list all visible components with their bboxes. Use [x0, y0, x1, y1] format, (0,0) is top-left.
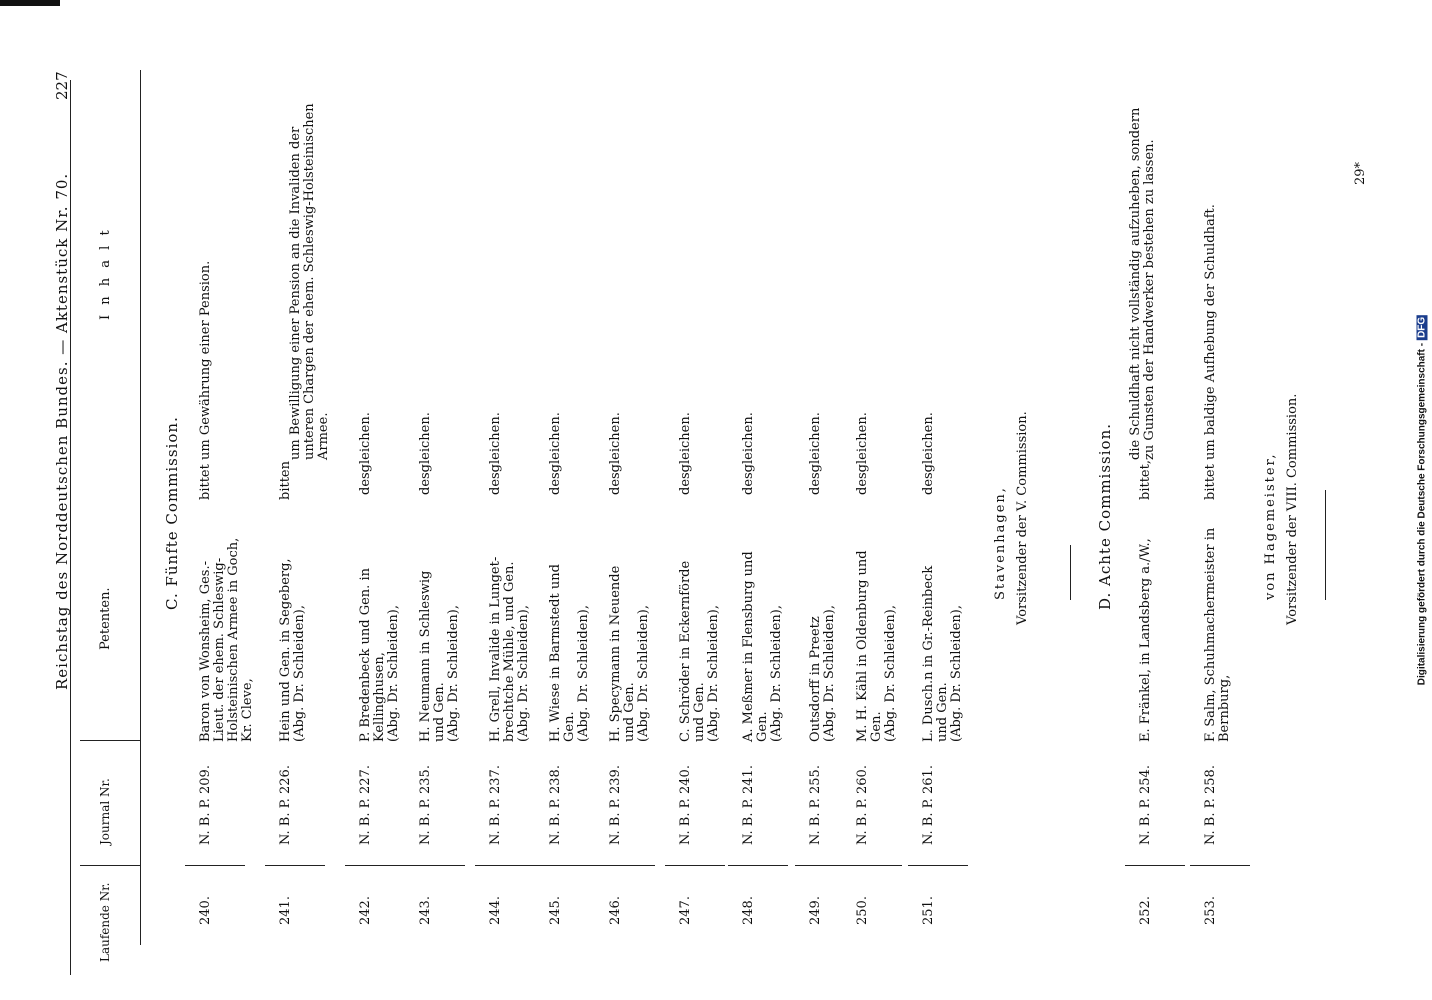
- petent-line: und Gen.: [621, 682, 637, 742]
- header-journal: Journal Nr.: [98, 778, 112, 845]
- journal-number: N. B. P. 227.: [357, 765, 373, 845]
- header-petenten: Petenten.: [97, 587, 113, 650]
- petent-line: (Abg. Dr. Schleiden),: [515, 604, 531, 742]
- signature-rule: [1325, 490, 1326, 600]
- dfg-logo: DFG: [1416, 316, 1428, 338]
- journal-number: N. B. P. 240.: [677, 765, 693, 845]
- row-number: 253.: [1202, 896, 1218, 925]
- journal-number: N. B. P. 260.: [854, 765, 870, 845]
- inhalt-line: zu Gunsten der Handwerker bestehen zu lassen.: [1141, 139, 1157, 460]
- row-rule: [265, 865, 325, 866]
- signature-role: Vorsitzender der VIII. Commission.: [1284, 393, 1300, 625]
- journal-number: N. B. P. 261.: [920, 765, 936, 845]
- signature-role: Vorsitzender der V. Commission.: [1014, 411, 1030, 625]
- signature-name: Stavenhagen,: [992, 486, 1008, 600]
- row-number: 240.: [197, 896, 213, 925]
- petent-line: A. Meßmer in Flensburg und: [740, 551, 756, 742]
- journal-number: N. B. P. 238.: [547, 765, 563, 845]
- journal-number: N. B. P. 254.: [1137, 765, 1153, 845]
- inhalt-line: desgleichen.: [807, 412, 823, 495]
- inhalt-line: Armee.: [315, 412, 331, 460]
- petent-line: und Gen.: [431, 682, 447, 742]
- footer-signature: 29*: [1352, 161, 1368, 185]
- inhalt-line: die Schuldhaft nicht vollständig aufzuheben, sondern: [1127, 107, 1143, 460]
- header-laufende: Laufende Nr.: [98, 882, 112, 962]
- journal-number: N. B. P. 237.: [487, 765, 503, 845]
- petent-line: (Abg. Dr. Schleiden),: [385, 604, 401, 742]
- petent-line: (Abg. Dr. Schleiden),: [768, 604, 784, 742]
- row-number: 244.: [487, 896, 503, 925]
- row-rule: [535, 865, 595, 866]
- row-number: 245.: [547, 896, 563, 925]
- petent-line: H. Specymann in Neuende: [607, 565, 623, 742]
- petent-line: H. Neumann in Schleswig: [417, 570, 433, 742]
- inhalt-line: desgleichen.: [487, 412, 503, 495]
- petent-line: (Abg. Dr. Schleiden),: [635, 604, 651, 742]
- petent-verb: bittet: [197, 464, 213, 500]
- header-sep: [80, 865, 140, 866]
- head-rule: [70, 80, 71, 975]
- row-number: 246.: [607, 896, 623, 925]
- row-number: 248.: [740, 896, 756, 925]
- header-inhalt: I n h a l t: [97, 227, 113, 320]
- petent-line: Baron von Wonsheim, Ges.-: [197, 561, 213, 742]
- petent-line: Lieut. der ehem. Schleswig-: [211, 557, 227, 742]
- journal-number: N. B. P. 258.: [1202, 765, 1218, 845]
- inhalt-line: desgleichen.: [677, 412, 693, 495]
- section-d-title: D. Achte Commission.: [1095, 423, 1114, 610]
- petent-line: (Abg. Dr. Schleiden),: [821, 604, 837, 742]
- petent-line: und Gen.: [934, 682, 950, 742]
- petent-verb: bittet,: [1137, 460, 1153, 500]
- inhalt-line: desgleichen.: [854, 412, 870, 495]
- petent-line: und Gen.: [691, 682, 707, 742]
- row-rule: [665, 865, 725, 866]
- petent-line: H. Grell, Invalide in Lunget-: [487, 556, 503, 742]
- signature-name: von Hagemeister,: [1262, 452, 1278, 600]
- column-rule: [140, 70, 141, 945]
- petent-line: Hein und Gen. in Segeberg,: [277, 558, 293, 742]
- row-rule: [345, 865, 405, 866]
- inhalt-line: unteren Chargen der ehem. Schleswig-Holsteinischen: [301, 103, 317, 460]
- inhalt-line: desgleichen.: [920, 412, 936, 495]
- petent-line: Outsdorff in Preetz: [807, 616, 823, 742]
- petent-verb: bitten: [277, 461, 293, 500]
- row-rule: [842, 865, 902, 866]
- header-sep: [80, 740, 140, 741]
- petent-line: brechtche Mühle, und Gen.: [501, 561, 517, 742]
- petent-line: C. Schröder in Eckernförde: [677, 560, 693, 742]
- petent-line: (Abg. Dr. Schleiden),: [948, 604, 964, 742]
- petent-line: Kr. Cleve,: [239, 678, 255, 742]
- inhalt-line: desgleichen.: [357, 412, 373, 495]
- row-rule: [595, 865, 655, 866]
- petent-line: Gen.: [754, 711, 770, 742]
- petent-line: (Abg. Dr. Schleiden),: [882, 604, 898, 742]
- inhalt-line: um Bewilligung einer Pension an die Invaliden der: [287, 126, 303, 460]
- row-number: 252.: [1137, 896, 1153, 925]
- watermark-text: Digitalisierung gefördert durch die Deutsche Forschungsgemeinschaft -: [1416, 342, 1428, 686]
- inhalt-line: desgleichen.: [547, 412, 563, 495]
- petent-line: Kellinghusen,: [371, 652, 387, 742]
- petent-line: (Abg. Dr. Schleiden),: [575, 604, 591, 742]
- inhalt-line: desgleichen.: [740, 412, 756, 495]
- inhalt-line: desgleichen.: [607, 412, 623, 495]
- row-rule: [475, 865, 535, 866]
- journal-number: N. B. P. 255.: [807, 765, 823, 845]
- petent-line: (Abg. Dr. Schleiden),: [445, 604, 461, 742]
- running-head: Reichstag des Norddeutschen Bundes. — Aktenstück Nr. 70.: [52, 172, 71, 690]
- row-number: 242.: [357, 896, 373, 925]
- petent-line: Gen.: [868, 711, 884, 742]
- section-c-title: C. Fünfte Commission.: [162, 416, 181, 610]
- row-rule: [1125, 865, 1185, 866]
- row-rule: [1190, 865, 1250, 866]
- row-rule: [185, 865, 245, 866]
- petent-line: (Abg. Dr. Schleiden),: [705, 604, 721, 742]
- petent-line: E. Fränkel, in Landsberg a./W.,: [1137, 538, 1153, 742]
- journal-number: N. B. P. 226.: [277, 765, 293, 845]
- journal-number: N. B. P. 209.: [197, 765, 213, 845]
- journal-number: N. B. P. 239.: [607, 765, 623, 845]
- journal-number: N. B. P. 235.: [417, 765, 433, 845]
- petent-line: (Abg. Dr. Schleiden),: [291, 604, 307, 742]
- row-number: 241.: [277, 896, 293, 925]
- row-number: 243.: [417, 896, 433, 925]
- row-number: 251.: [920, 896, 936, 925]
- petent-line: H. Wiese in Barmstedt und: [547, 564, 563, 742]
- row-number: 249.: [807, 896, 823, 925]
- petent-line: Holsteinischen Armee in Goch,: [225, 537, 241, 742]
- row-number: 250.: [854, 896, 870, 925]
- inhalt-line: desgleichen.: [417, 412, 433, 495]
- row-rule: [405, 865, 465, 866]
- row-number: 247.: [677, 896, 693, 925]
- petent-line: M. H. Kähl in Oldenburg und: [854, 550, 870, 742]
- petent-line: Gen.: [561, 711, 577, 742]
- petent-line: P. Bredenbeck und Gen. in: [357, 568, 373, 742]
- row-rule: [908, 865, 968, 866]
- journal-number: N. B. P. 241.: [740, 765, 756, 845]
- row-rule: [728, 865, 788, 866]
- signature-rule: [1070, 545, 1071, 600]
- inhalt-line: um baldige Aufhebung der Schuldhaft.: [1202, 204, 1218, 460]
- inhalt-line: um Gewährung einer Pension.: [197, 260, 213, 460]
- petent-line: Bernburg,: [1216, 674, 1232, 742]
- page-number: 227: [52, 71, 71, 100]
- petent-line: F. Salm, Schuhmachermeister in: [1202, 527, 1218, 742]
- petent-line: L. Dusch.n in Gr.-Reinbeck: [920, 565, 936, 742]
- petent-verb: bittet: [1202, 464, 1218, 500]
